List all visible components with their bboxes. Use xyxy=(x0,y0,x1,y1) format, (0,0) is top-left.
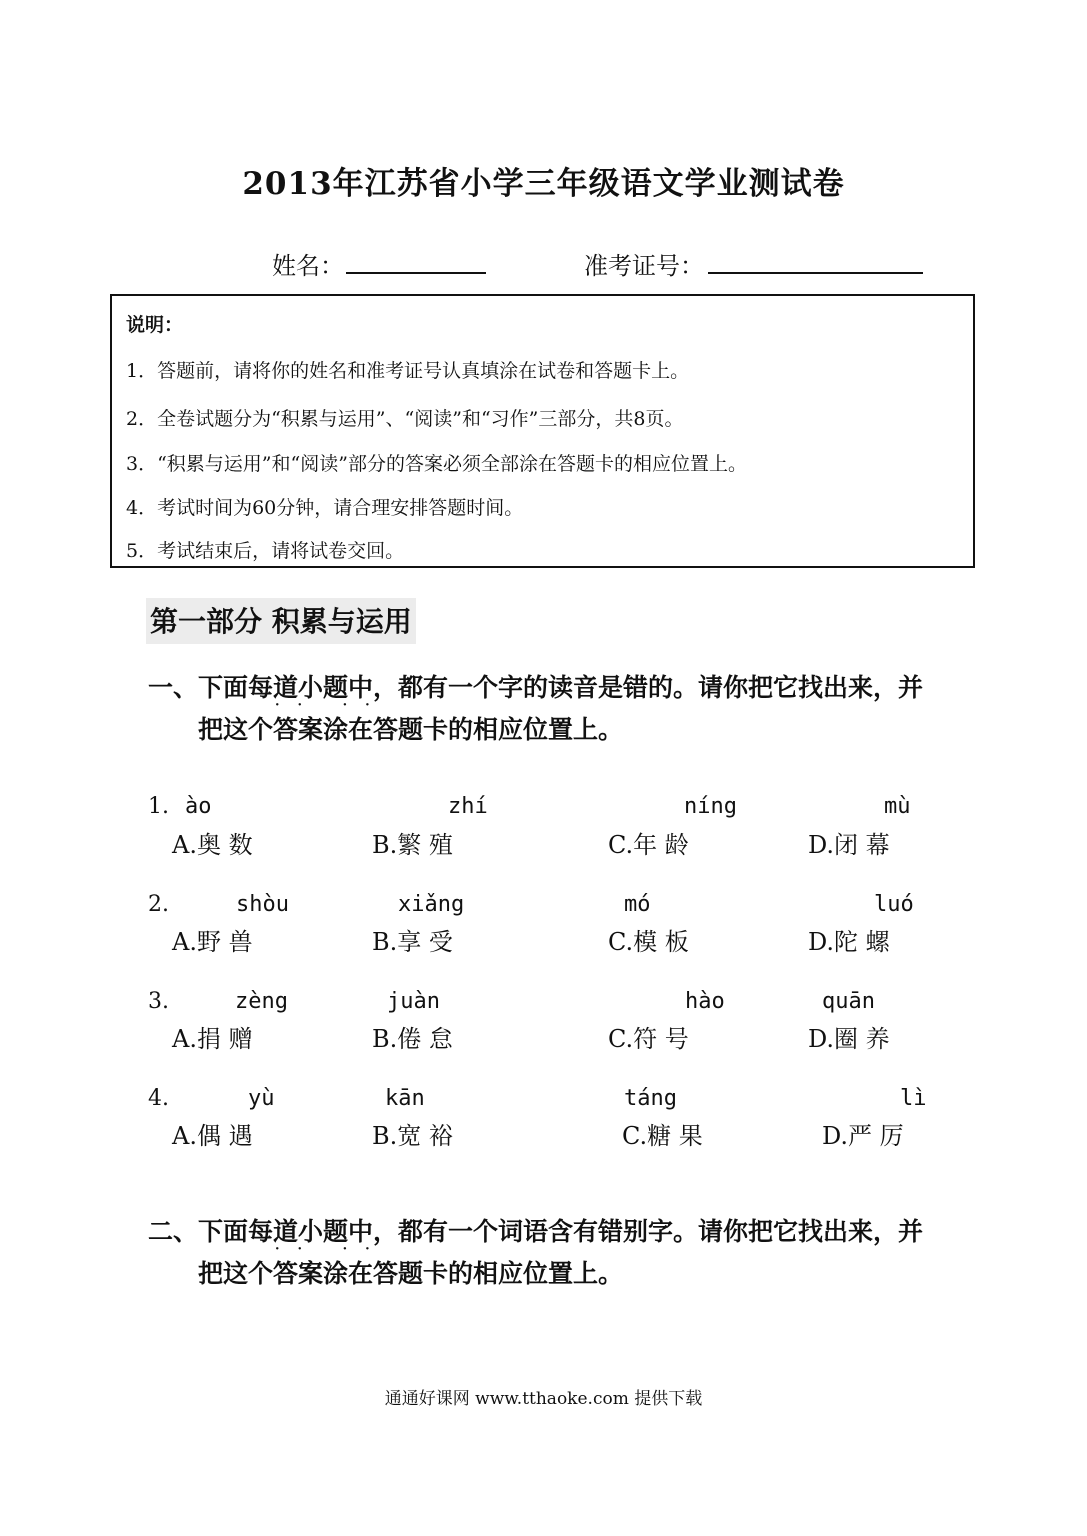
instruction-item: 4．考试时间为60分钟，请合理安排答题时间。 xyxy=(126,497,524,519)
option-b[interactable]: B.繁 殖 xyxy=(372,831,453,859)
option-b[interactable]: B.倦 怠 xyxy=(372,1025,453,1053)
section2-instruction-line2: 把这个答案涂在答题卡的相应位置上。 xyxy=(198,1259,624,1288)
option-a[interactable]: A.捐 赠 xyxy=(172,1025,253,1053)
question-number: 2. xyxy=(148,892,169,917)
option-c[interactable]: C.年 龄 xyxy=(608,831,689,859)
section1-instruction-line1: 一、下面每道小题中，都有一个字的读音是错的。请你把它找出来，并 xyxy=(148,673,924,702)
exam-id-label: 准考证号： xyxy=(584,252,704,280)
name-label: 姓名： xyxy=(272,252,344,280)
question-number: 3. xyxy=(148,989,169,1014)
option-d[interactable]: D.陀 螺 xyxy=(808,928,890,956)
pinyin-a: ào xyxy=(185,794,212,819)
section1-instruction-line2: 把这个答案涂在答题卡的相应位置上。 xyxy=(198,715,624,744)
option-a[interactable]: A.偶 遇 xyxy=(172,1122,253,1150)
option-c[interactable]: C.糖 果 xyxy=(622,1122,703,1150)
pinyin-b: kān xyxy=(385,1086,425,1111)
instruction-item: 5．考试结束后，请将试卷交回。 xyxy=(126,540,405,562)
page-footer: 通通好课网 www.tthaoke.com 提供下载 xyxy=(384,1389,703,1409)
pinyin-c: níng xyxy=(684,794,737,819)
option-c[interactable]: C.符 号 xyxy=(608,1025,689,1053)
pinyin-a: zèng xyxy=(235,989,288,1014)
pinyin-b: xiǎng xyxy=(398,892,465,917)
pinyin-c: hào xyxy=(685,989,725,1014)
pinyin-d: lì xyxy=(900,1086,927,1111)
option-c[interactable]: C.模 板 xyxy=(608,928,689,956)
instruction-item: 1．答题前，请将你的姓名和准考证号认真填涂在试卷和答题卡上。 xyxy=(126,360,690,382)
option-a[interactable]: A.奥 数 xyxy=(172,831,253,859)
pinyin-b: zhí xyxy=(448,794,488,819)
instruction-item: 2．全卷试题分为“积累与运用”、“阅读”和“习作”三部分，共8页。 xyxy=(126,408,684,430)
option-d[interactable]: D.圈 养 xyxy=(808,1025,890,1053)
emphasis-dots: ·· ·· xyxy=(275,698,388,713)
option-d[interactable]: D.严 厉 xyxy=(822,1122,904,1150)
pinyin-a: shòu xyxy=(236,892,289,917)
option-b[interactable]: B.享 受 xyxy=(372,928,453,956)
part-heading: 第一部分 积累与运用 xyxy=(146,598,416,644)
option-a[interactable]: A.野 兽 xyxy=(172,928,253,956)
pinyin-c: mó xyxy=(624,892,651,917)
instructions-box xyxy=(110,294,975,568)
question-number: 4. xyxy=(148,1086,169,1111)
instructions-heading: 说明： xyxy=(126,314,184,336)
exam-id-blank[interactable] xyxy=(708,272,923,274)
pinyin-d: mù xyxy=(884,794,911,819)
option-d[interactable]: D.闭 幕 xyxy=(808,831,890,859)
option-b[interactable]: B.宽 裕 xyxy=(372,1122,453,1150)
pinyin-a: yù xyxy=(248,1086,275,1111)
name-blank[interactable] xyxy=(346,272,486,274)
pinyin-d: luó xyxy=(874,892,914,917)
emphasis-dots: ·· ·· xyxy=(275,1242,388,1257)
instruction-item: 3．“积累与运用”和“阅读”部分的答案必须全部涂在答题卡的相应位置上。 xyxy=(126,453,747,475)
page-title: 2013年江苏省小学三年级语文学业测试卷 xyxy=(242,166,845,202)
pinyin-d: quān xyxy=(822,989,875,1014)
pinyin-c: táng xyxy=(624,1086,677,1111)
pinyin-b: juàn xyxy=(387,989,440,1014)
question-number: 1. xyxy=(148,794,169,819)
section2-instruction-line1: 二、下面每道小题中，都有一个词语含有错别字。请你把它找出来，并 xyxy=(148,1217,924,1246)
